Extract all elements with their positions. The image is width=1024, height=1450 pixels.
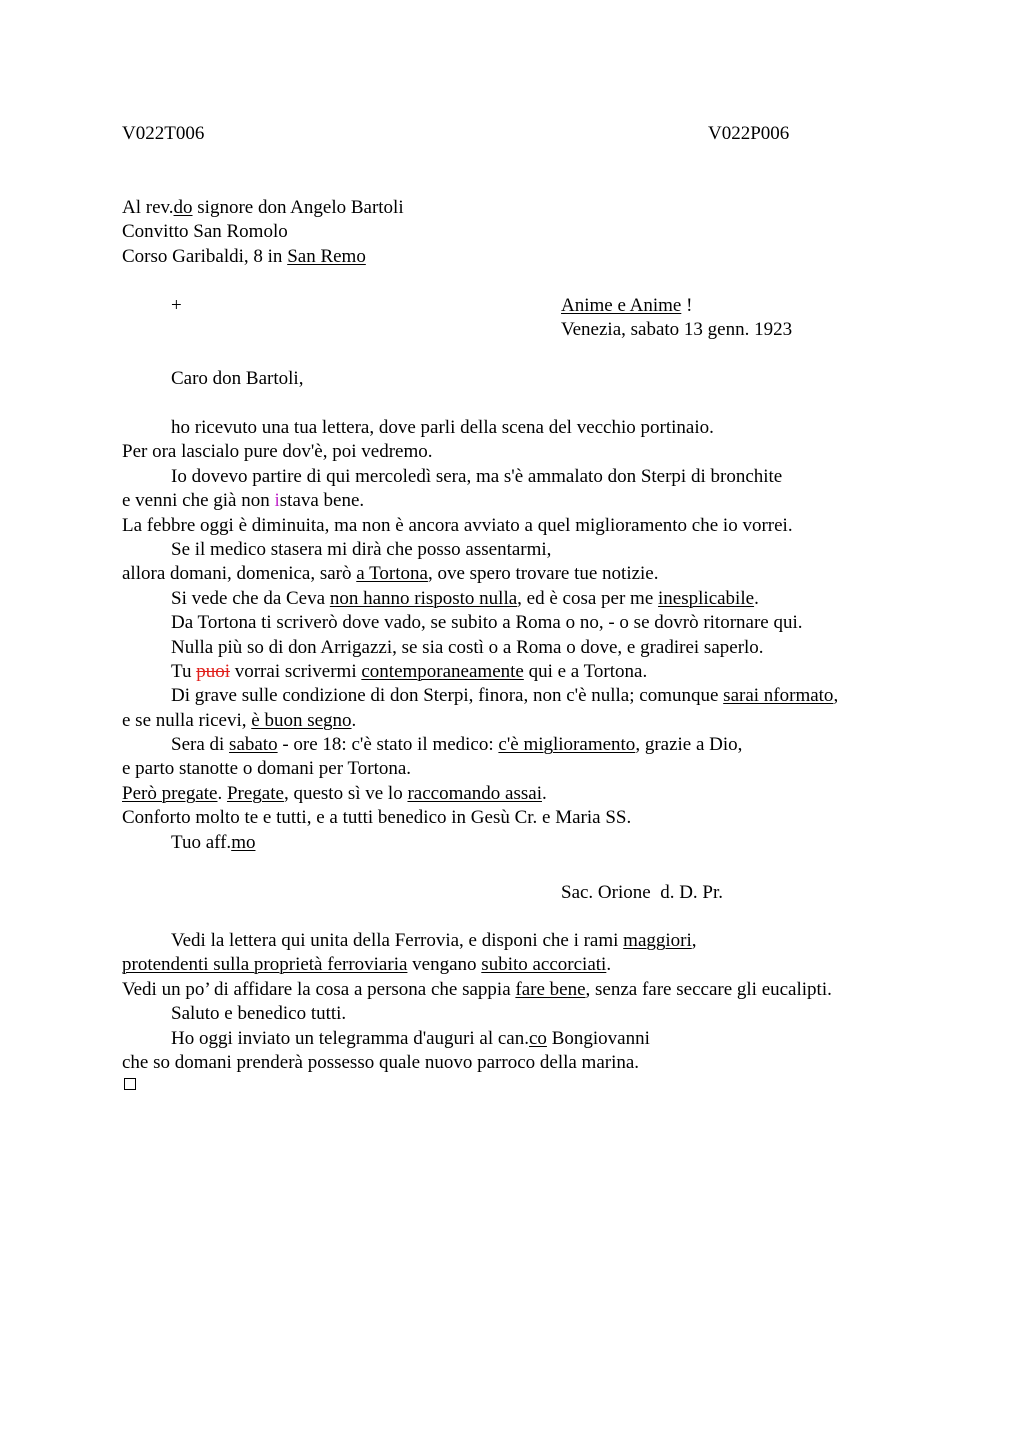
address-line-2: Convitto San Romolo [122, 221, 288, 243]
body-line: Di grave sulle condizione di don Sterpi, finora, non c'è nulla; comunque sarai nformato, [171, 685, 839, 707]
body-line: Però pregate. Pregate, questo sì ve lo raccomando assai. [122, 782, 547, 804]
body-line: La febbre oggi è diminuita, ma non è ancora avviato a quel miglioramento che io vorrei. [122, 514, 793, 536]
end-box-icon [124, 1078, 136, 1090]
address-block [122, 196, 922, 269]
body-line: Se il medico stasera mi dirà che posso assentarmi, [171, 538, 552, 560]
postscript-line: Ho oggi inviato un telegramma d'auguri al can.co Bongiovanni [171, 1027, 650, 1049]
signature: Sac. Orione d. D. Pr. [561, 882, 724, 903]
left-code: V022T006 [122, 123, 205, 144]
body-line: Da Tortona ti scriverò dove vado, se subito a Roma o no, - o se dovrò ritornare qui. [171, 612, 803, 634]
place-date: Venezia, sabato 13 genn. 1923 [561, 319, 793, 340]
body-line: ho ricevuto una tua lettera, dove parli della scena del vecchio portinaio. [171, 417, 714, 438]
cross-mark: + [171, 295, 182, 316]
postscript-line: Saluto e benedico tutti. [171, 1003, 347, 1025]
body-line: Conforto molto te e tutti, e a tutti benedico in Gesù Cr. e Maria SS. [122, 807, 632, 829]
body-line: Si vede che da Ceva non hanno risposto nulla, ed è cosa per me inesplicabile. [171, 587, 759, 609]
body-line: Per ora lascialo pure dov'è, poi vedremo. [122, 441, 433, 463]
body-line: Sera di sabato - ore 18: c'è stato il medico: c'è miglioramento, grazie a Dio, [171, 734, 743, 756]
address-line-1: Al rev.do signore don Angelo Bartoli [122, 197, 404, 218]
address-line-3: Corso Garibaldi, 8 in San Remo [122, 245, 366, 267]
postscript-line: Vedi la lettera qui unita della Ferrovia, e disponi che i rami maggiori, [171, 930, 697, 951]
closing-line: Tuo aff.mo [171, 831, 256, 853]
right-code: V022P006 [708, 123, 790, 144]
body-line: allora domani, domenica, sarò a Tortona, ove spero trovare tue notizie. [122, 563, 659, 585]
body-line: Nulla più so di don Arrigazzi, se sia costì o a Roma o dove, e gradirei saperlo. [171, 636, 764, 658]
postscript-line: protendenti sulla proprietà ferroviaria vengano subito accorciati. [122, 954, 612, 976]
body-line: Tu puoi vorrai scrivermi contemporaneamente qui e a Tortona. [171, 660, 648, 682]
body-line: e se nulla ricevi, è buon segno. [122, 709, 357, 731]
body-line: e venni che già non istava bene. [122, 490, 365, 512]
body-line: e parto stanotte o domani per Tortona. [122, 758, 412, 780]
deleted-word: puoi [196, 660, 230, 682]
salutation: Caro don Bartoli, [171, 368, 304, 389]
postscript-line: Vedi un po’ di affidare la cosa a persona che sappia fare bene, senza fare seccare gli eucalipti. [122, 978, 832, 1000]
postscript [122, 929, 922, 1075]
postscript-line: che so domani prenderà possesso quale nuovo parroco della marina. [122, 1051, 640, 1073]
body-line: Io dovevo partire di qui mercoledì sera, ma s'è ammalato don Sterpi di bronchite [171, 465, 783, 487]
inserted-letter: i [274, 490, 280, 512]
letter-body [122, 416, 922, 855]
motto: Anime e Anime ! [561, 295, 693, 316]
